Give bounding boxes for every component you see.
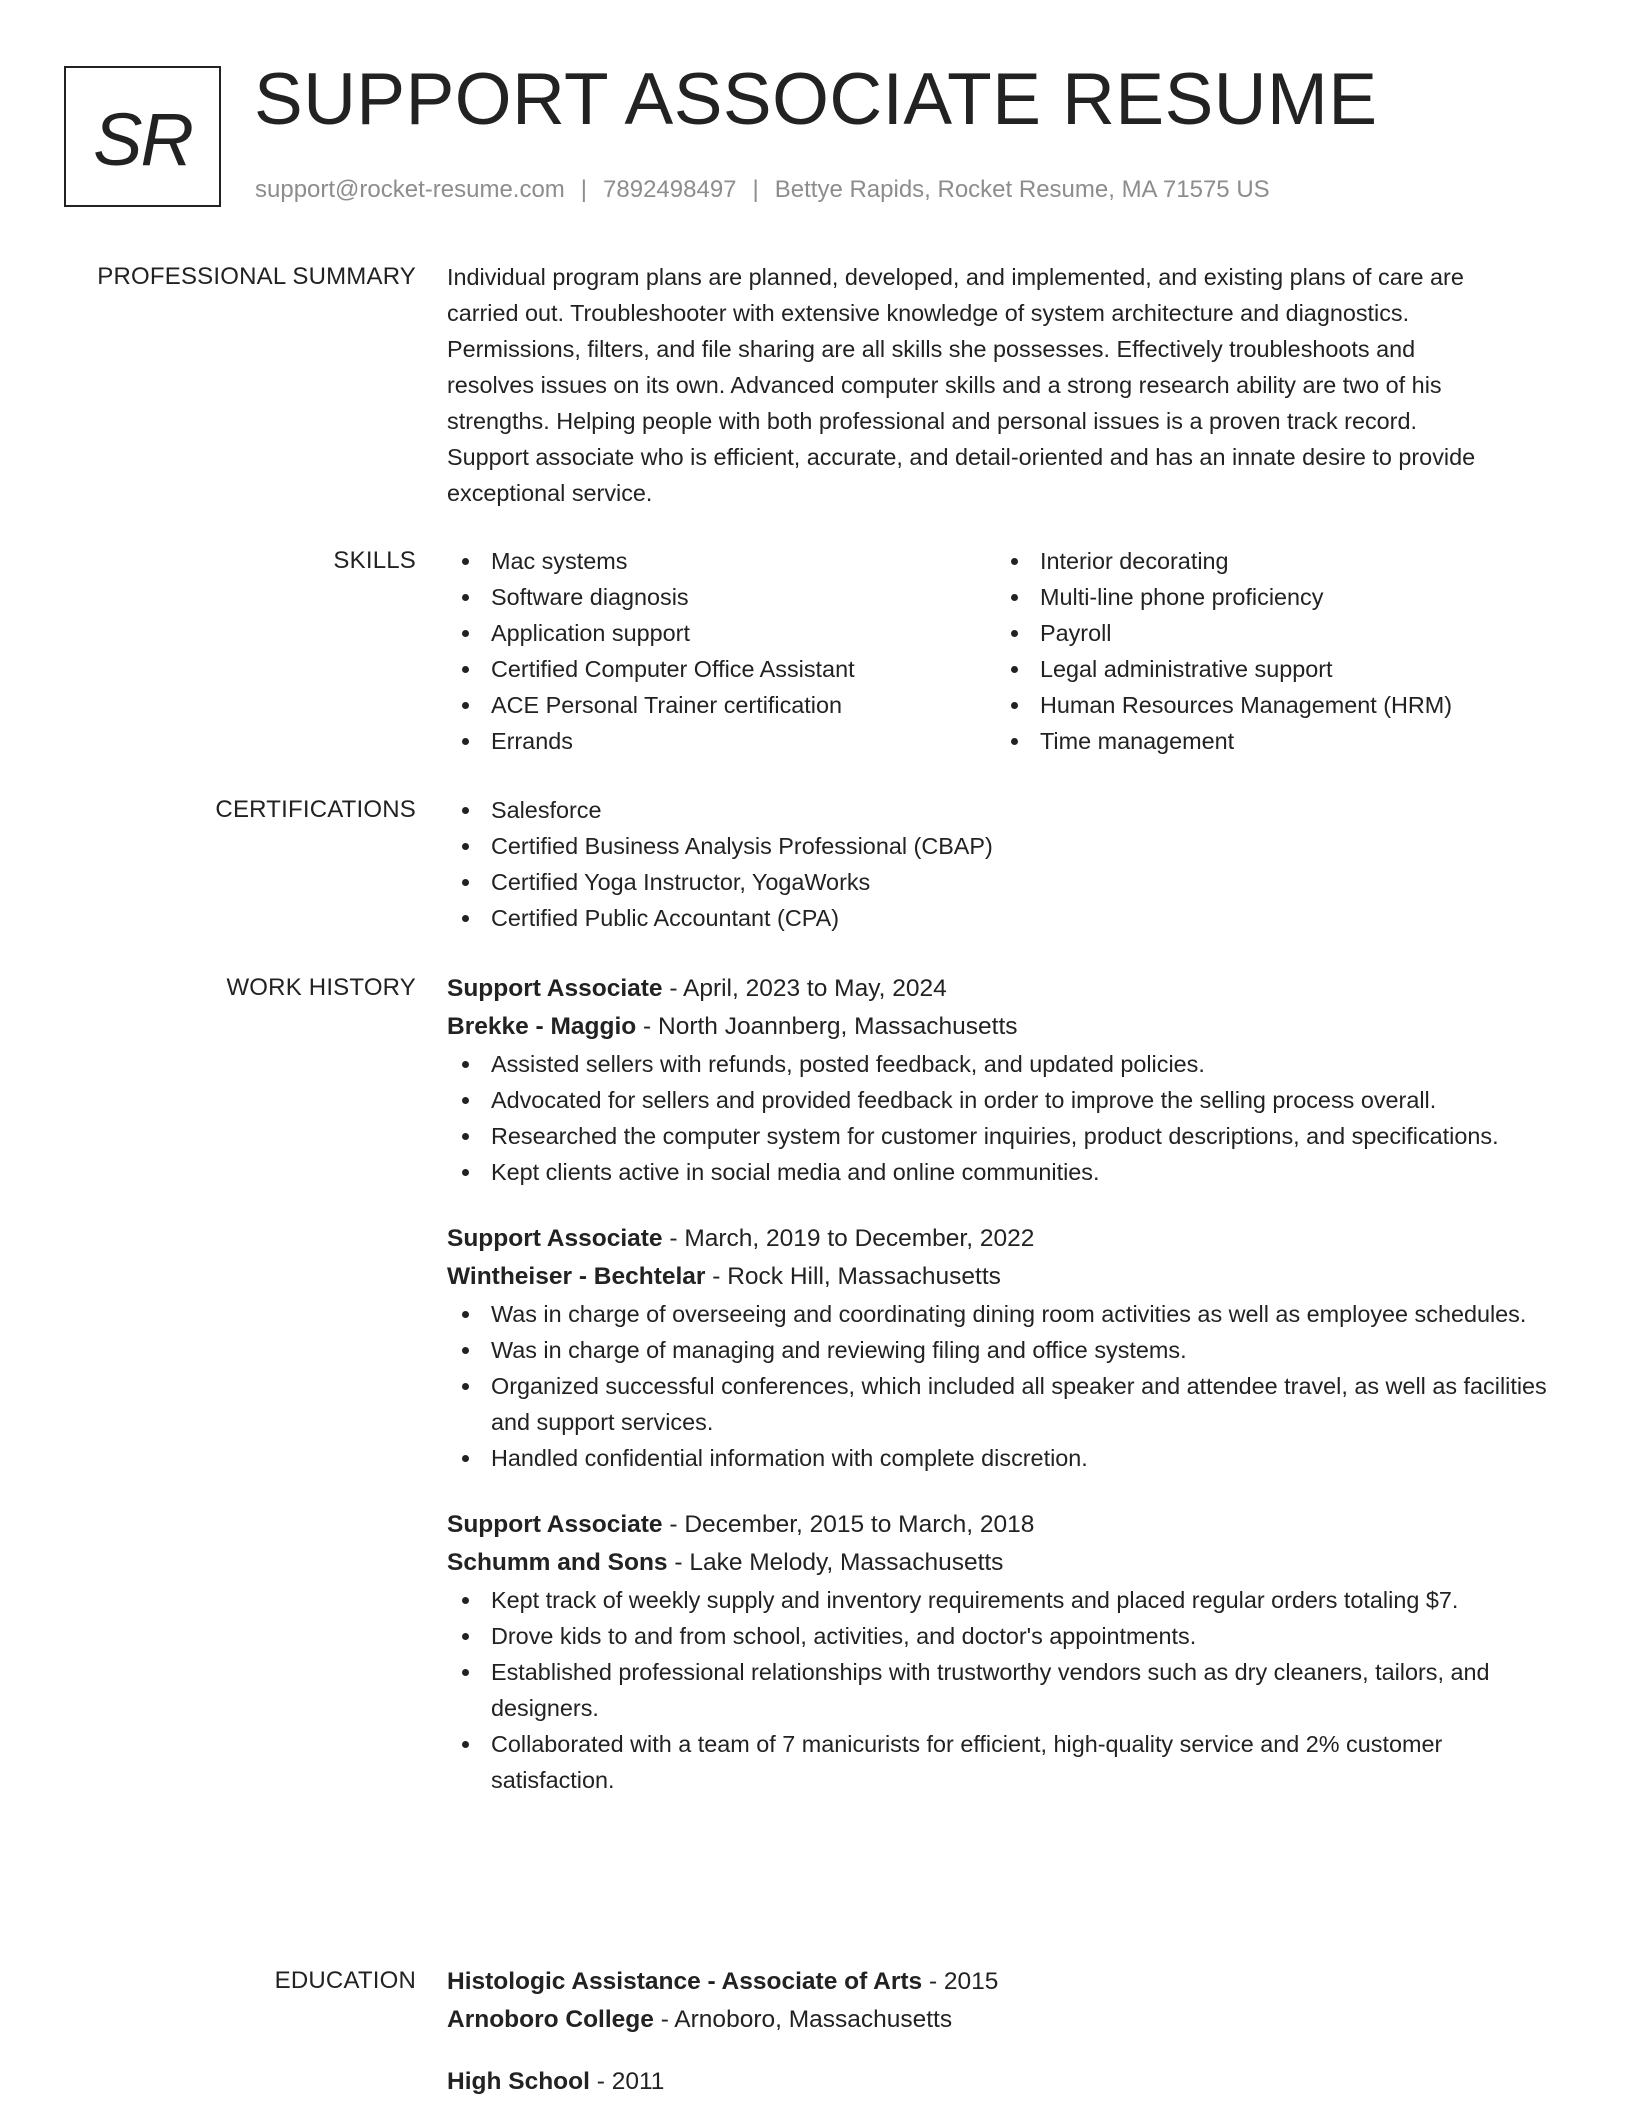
monogram-initials: SR [93, 98, 192, 181]
job-title: Support Associate [447, 975, 663, 1002]
job-title: Support Associate [447, 1225, 663, 1252]
job-title-line [447, 1506, 1562, 1544]
job-company-line [447, 1258, 1562, 1296]
summary-line: Permissions, filters, and file sharing are all skills she possesses. Effectively troubleshoots and [447, 336, 1416, 362]
skill-item: Software diagnosis [447, 579, 996, 615]
job-dates: - December, 2015 to March, 2018 [662, 1511, 1035, 1538]
summary-line: resolves issues on its own. Advanced computer skills and a strong research ability are two of his [447, 372, 1442, 398]
education-entry [447, 1963, 1562, 2039]
job-bullet: Assisted sellers with refunds, posted feedback, and updated policies. [447, 1046, 1562, 1082]
job-bullets [447, 1296, 1562, 1476]
skill-item: ACE Personal Trainer certification [447, 687, 996, 723]
skill-item: Interior decorating [996, 543, 1545, 579]
contact-separator: | [580, 176, 588, 203]
page-title: SUPPORT ASSOCIATE RESUME [254, 59, 1378, 140]
job-bullets [447, 1582, 1562, 1798]
education-degree: High School [447, 2068, 590, 2095]
section-heading-skills: SKILLS [333, 547, 416, 574]
education-location: - Arnoboro, Massachusetts [653, 2006, 953, 2033]
education-school-line [447, 2001, 1562, 2039]
contact-email[interactable]: support@rocket-resume.com [255, 176, 565, 203]
job-location: - Lake Melody, Massachusetts [667, 1549, 1004, 1576]
certification-item: Certified Business Analysis Professional (CBAP) [447, 828, 1562, 864]
job-bullet: Was in charge of managing and reviewing filing and office systems. [447, 1332, 1562, 1368]
skills-column-right [996, 543, 1545, 759]
skill-item: Legal administrative support [996, 651, 1545, 687]
job-bullet: Researched the computer system for customer inquiries, product descriptions, and specifications. [447, 1118, 1562, 1154]
job-bullet: Kept track of weekly supply and inventory requirements and placed regular orders totaling $7. [447, 1582, 1562, 1618]
job-title-line [447, 970, 1562, 1008]
certifications-list [447, 792, 1562, 936]
summary-line: strengths. Helping people with both professional and personal issues is a proven track record. [447, 408, 1417, 434]
job-bullet: Kept clients active in social media and online communities. [447, 1154, 1562, 1190]
summary-line: carried out. Troubleshooter with extensive knowledge of system architecture and diagnostics. [447, 300, 1410, 326]
education-entry [447, 2063, 1562, 2101]
summary-line: Individual program plans are planned, developed, and implemented, and existing plans of care are [447, 264, 1464, 290]
job-bullet: Advocated for sellers and provided feedback in order to improve the selling process overall. [447, 1082, 1562, 1118]
section-heading-work-history: WORK HISTORY [226, 974, 416, 1001]
contact-address: Bettye Rapids, Rocket Resume, MA 71575 US [774, 176, 1270, 203]
section-heading-certifications: CERTIFICATIONS [215, 796, 416, 823]
job-company: Brekke - Maggio [447, 1013, 637, 1040]
job-company-line [447, 1008, 1562, 1046]
certification-item: Salesforce [447, 792, 1562, 828]
summary-text [447, 259, 1562, 511]
skill-item: Human Resources Management (HRM) [996, 687, 1545, 723]
job-title-line [447, 1220, 1562, 1258]
job-entry [447, 1506, 1562, 1798]
education-degree: Histologic Assistance - Associate of Arts [447, 1968, 923, 1995]
skill-item: Errands [447, 723, 996, 759]
skill-item: Multi-line phone proficiency [996, 579, 1545, 615]
job-location: - North Joannberg, Massachusetts [636, 1013, 1018, 1040]
skills-column-left [447, 543, 996, 759]
education-list [447, 1963, 1562, 2101]
summary-line: Support associate who is efficient, accurate, and detail-oriented and has an innate desire to provide [447, 444, 1476, 470]
skills-list [447, 543, 1562, 759]
job-bullet: Drove kids to and from school, activities, and doctor's appointments. [447, 1618, 1562, 1654]
job-title: Support Associate [447, 1511, 663, 1538]
contact-separator: | [752, 176, 759, 203]
job-dates: - April, 2023 to May, 2024 [662, 975, 947, 1002]
skill-item: Payroll [996, 615, 1545, 651]
skill-item: Time management [996, 723, 1545, 759]
job-bullet: Organized successful conferences, which included all speaker and attendee travel, as well as facilities and support services. [447, 1368, 1562, 1440]
education-year: - 2011 [589, 2068, 665, 2095]
education-school: Arnoboro College [447, 2006, 654, 2033]
job-entry [447, 1220, 1562, 1476]
skill-item: Mac systems [447, 543, 996, 579]
job-entry [447, 970, 1562, 1190]
certification-item: Certified Public Accountant (CPA) [447, 900, 1562, 936]
skill-item: Certified Computer Office Assistant [447, 651, 996, 687]
job-bullet: Collaborated with a team of 7 manicurists for efficient, high-quality service and 2% customer satisfaction. [447, 1726, 1562, 1798]
contact-line [255, 176, 1270, 204]
job-bullet: Handled confidential information with complete discretion. [447, 1440, 1562, 1476]
job-bullets [447, 1046, 1562, 1190]
education-year: - 2015 [922, 1968, 999, 1995]
education-degree-line [447, 2063, 1562, 2101]
certification-item: Certified Yoga Instructor, YogaWorks [447, 864, 1562, 900]
work-history-list [447, 970, 1562, 1798]
monogram-logo [64, 66, 221, 207]
section-heading-education: EDUCATION [274, 1967, 416, 1994]
job-bullet: Established professional relationships with trustworthy vendors such as dry cleaners, tailors, and designers. [447, 1654, 1562, 1726]
skill-item: Application support [447, 615, 996, 651]
summary-line: exceptional service. [447, 480, 653, 506]
section-heading-summary: PROFESSIONAL SUMMARY [97, 263, 416, 290]
job-company-line [447, 1544, 1562, 1582]
job-bullet: Was in charge of overseeing and coordinating dining room activities as well as employee schedules. [447, 1296, 1562, 1332]
job-company: Wintheiser - Bechtelar [447, 1263, 706, 1290]
contact-phone[interactable]: 7892498497 [603, 176, 737, 203]
job-dates: - March, 2019 to December, 2022 [662, 1225, 1035, 1252]
job-company: Schumm and Sons [447, 1549, 668, 1576]
job-location: - Rock Hill, Massachusetts [705, 1263, 1001, 1290]
education-degree-line [447, 1963, 1562, 2001]
